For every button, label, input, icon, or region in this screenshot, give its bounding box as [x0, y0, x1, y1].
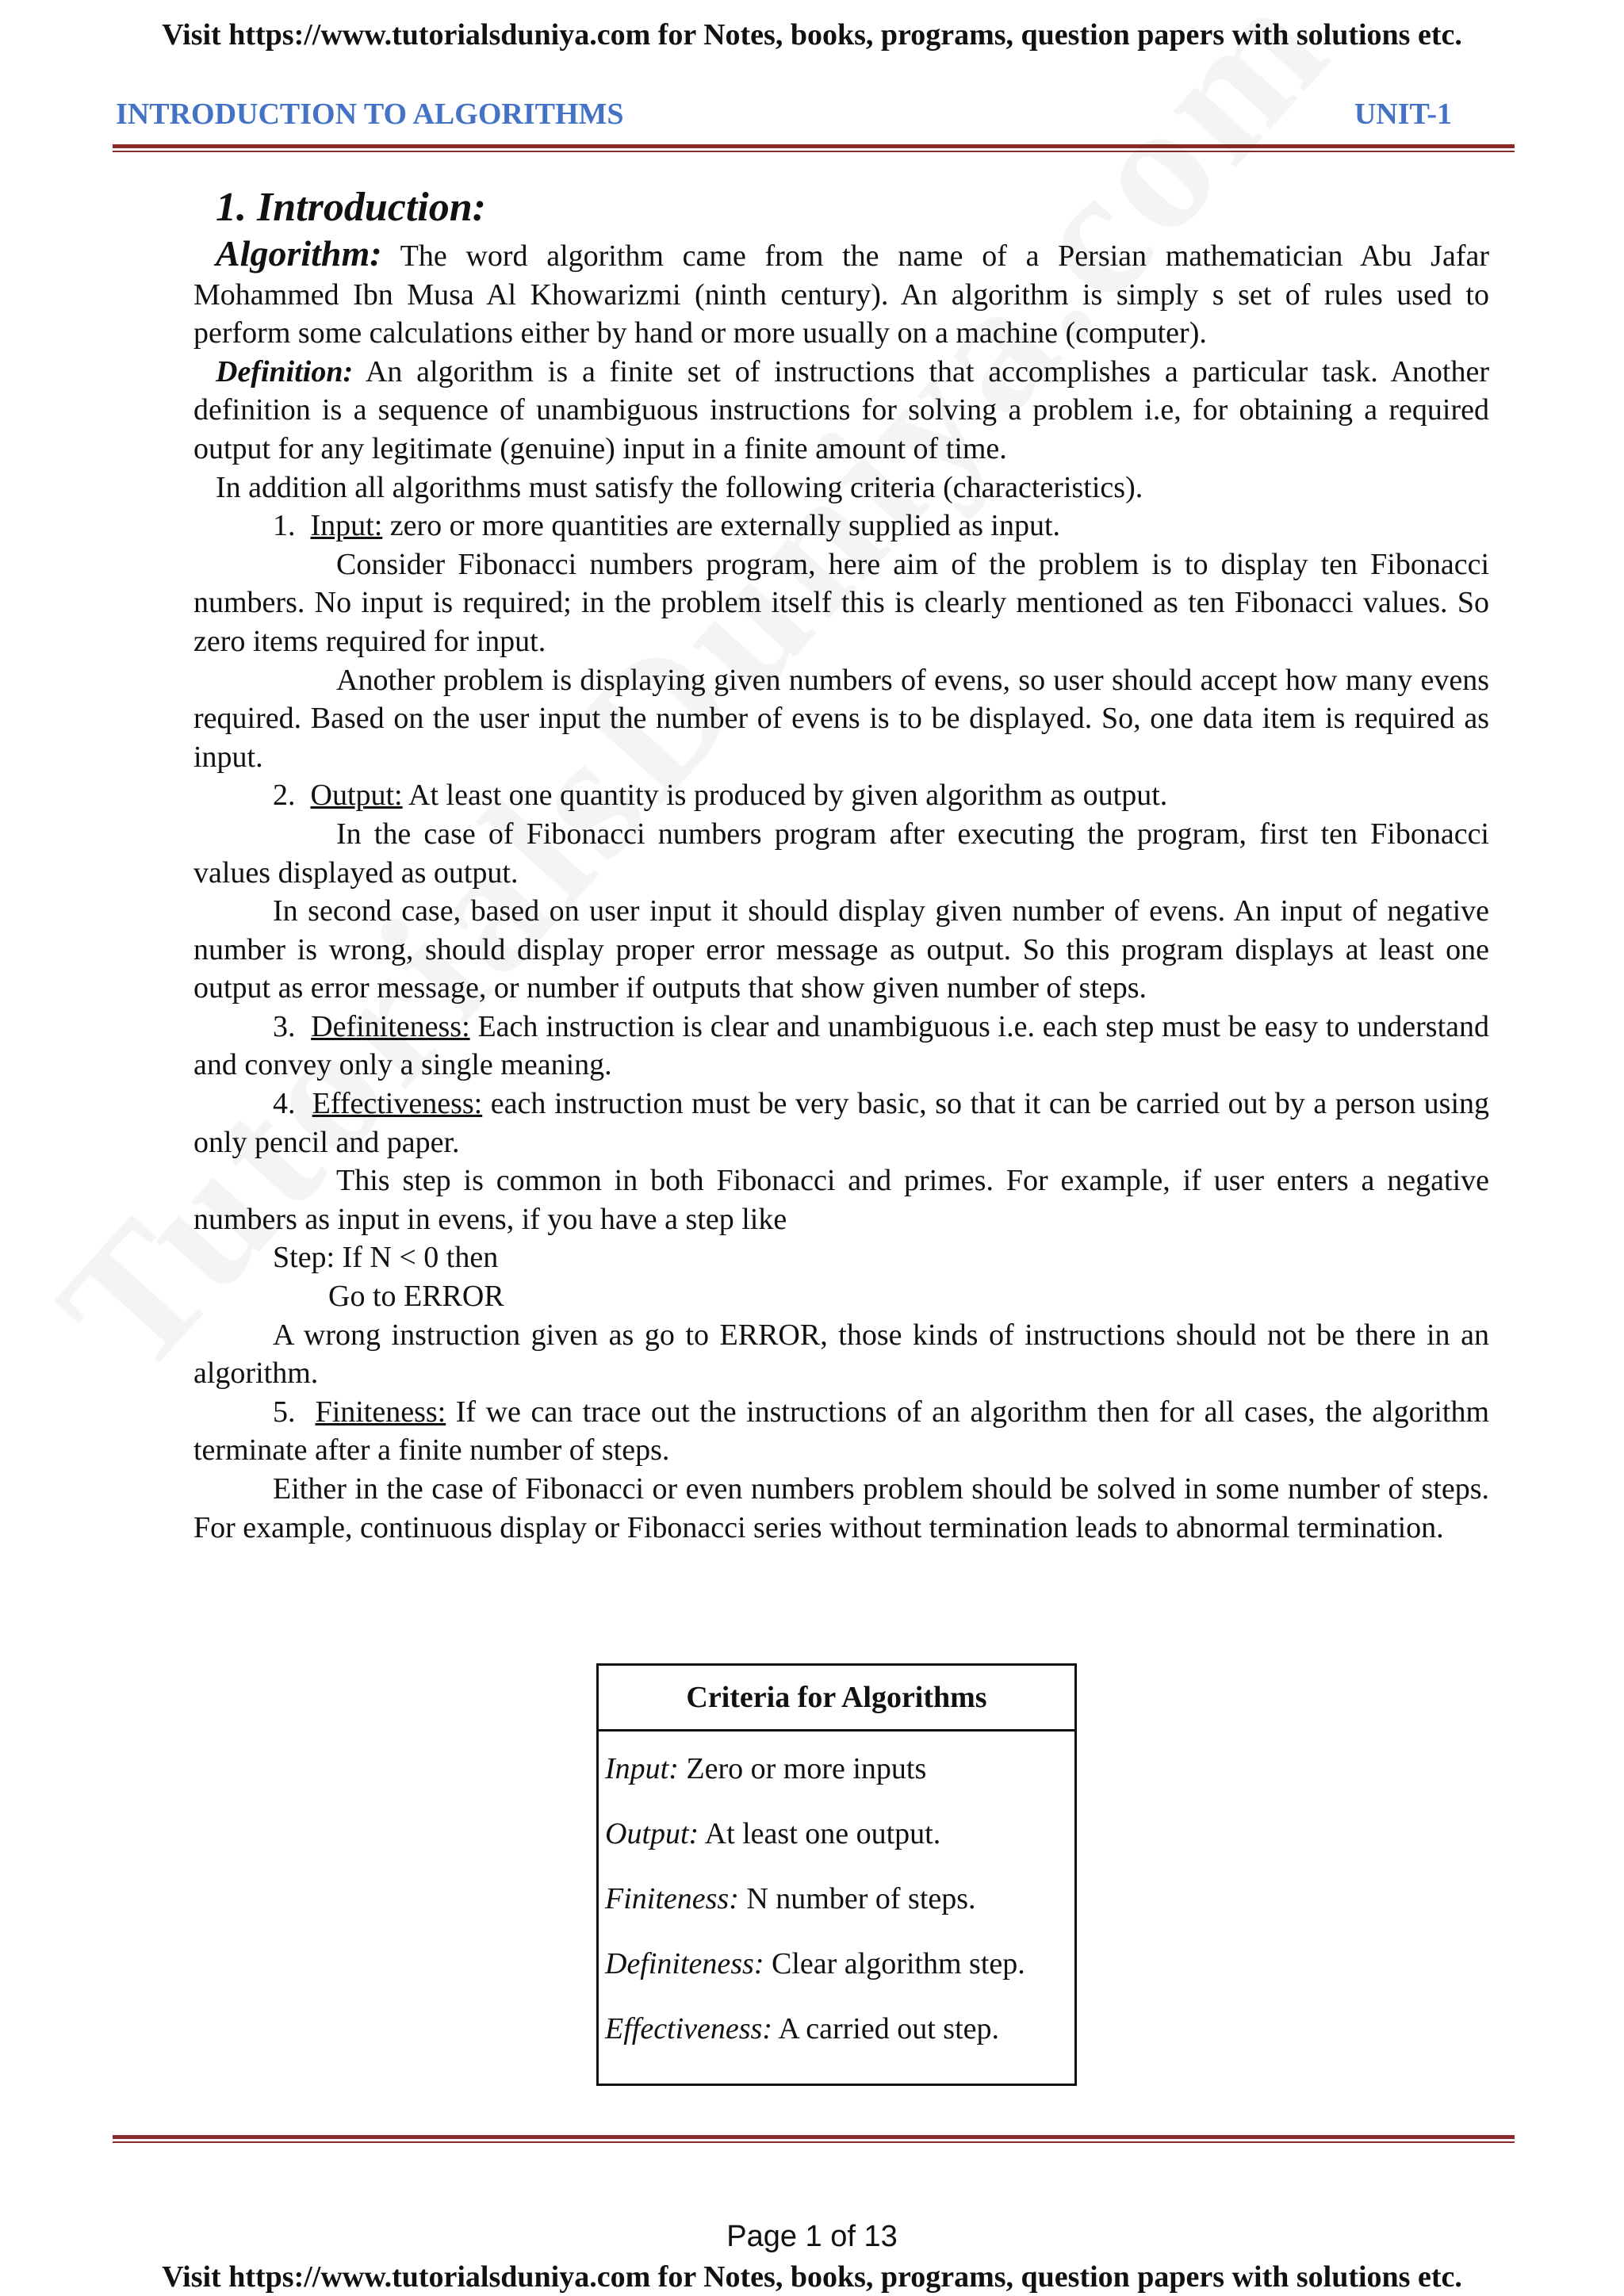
footer-rule	[113, 2135, 1515, 2143]
list-label: Finiteness:	[315, 1395, 446, 1429]
criteria-value: N number of steps.	[738, 1882, 976, 1915]
criteria-table	[596, 1663, 1077, 2086]
algorithm-paragraph	[193, 235, 1489, 353]
list-item-output	[193, 776, 1489, 815]
site-banner-top: Visit https://www.tutorialsduniya.com for Notes, books, programs, question papers with solutions etc.	[162, 18, 1462, 52]
list-text: Each instruction is clear and unambiguous i.e. each step must be easy to understand and convey only a single meaning.	[193, 1009, 1490, 1082]
list-item-input	[193, 507, 1489, 545]
list-number: 2.	[273, 779, 296, 813]
list-number: 1.	[273, 509, 296, 543]
list-label: Definiteness:	[311, 1009, 470, 1043]
step-line-2: Go to ERROR	[328, 1280, 504, 1314]
list-text: At least one quantity is produced by given algorithm as output.	[402, 779, 1168, 813]
list-item-definiteness	[193, 1008, 1489, 1085]
input-paragraph-1: Consider Fibonacci numbers program, here aim of the problem is to display ten Fibonacci numbers. No input is required; in the problem itself this is clearly mentioned as ten Fibonacci values. So zero items required for input.	[193, 547, 1489, 658]
list-number: 4.	[273, 1087, 296, 1121]
criteria-value: Clear algorithm step.	[764, 1947, 1025, 1980]
list-label: Input:	[310, 509, 383, 543]
list-text: If we can trace out the instructions of an algorithm then for all cases, the algorithm terminate after a finite number of steps.	[193, 1395, 1489, 1468]
input-paragraph-2: Another problem is displaying given numbers of evens, so user should accept how many evens required. Based on the user input the number of evens is to be displayed. So, one data item is required as input.	[193, 663, 1489, 774]
algorithm-text: The word algorithm came from the name of a Persian mathematician Abu Jafar Mohammed Ibn Musa Al Khowarizmi (ninth century). An algorithm is simply s set of rules used to perform some calculations either by hand or more usually on a machine (computer).	[193, 239, 1489, 350]
criteria-value: A carried out step.	[772, 2012, 999, 2045]
effectiveness-paragraph-2: A wrong instruction given as go to ERROR, those kinds of instructions should not be there in an algorithm.	[193, 1318, 1489, 1391]
list-number: 3.	[273, 1009, 296, 1043]
definition-paragraph	[193, 353, 1489, 469]
definition-text: An algorithm is a finite set of instructions that accomplishes a particular task. Another definition is a sequence of unambiguous instructions for solving a problem i.e, for obtaining a required output for any legitimate (genuine) input in a finite amount of time.	[193, 354, 1489, 465]
criteria-intro: In addition all algorithms must satisfy the following criteria (characteristics).	[216, 470, 1143, 504]
finiteness-paragraph-1: Either in the case of Fibonacci or even numbers problem should be solved in some number of steps. For example, continuous display or Fibonacci series without termination leads to abnormal termination.	[193, 1472, 1489, 1544]
step-line-1: Step: If N < 0 then	[273, 1241, 499, 1275]
header-unit: UNIT-1	[1354, 98, 1452, 131]
list-text: each instruction must be very basic, so that it can be carried out by a person using only pencil and paper.	[193, 1087, 1489, 1159]
document-body	[193, 182, 1489, 1547]
criteria-key: Finiteness:	[605, 1882, 739, 1915]
criteria-value: At least one output.	[699, 1817, 941, 1850]
criteria-row-finiteness	[605, 1873, 1068, 1938]
criteria-key: Output:	[605, 1817, 699, 1850]
list-number: 5.	[273, 1395, 296, 1429]
criteria-key: Input:	[605, 1752, 679, 1785]
definition-term: Definition:	[216, 354, 354, 388]
output-paragraph-1: In the case of Fibonacci numbers program after executing the program, first ten Fibonacci values displayed as output.	[193, 817, 1489, 890]
list-item-effectiveness	[193, 1085, 1489, 1161]
criteria-row-output	[605, 1808, 1068, 1873]
list-label: Output:	[310, 779, 403, 813]
section-title: 1. Introduction:	[216, 185, 486, 230]
page-number: Page 1 of 13	[726, 2220, 898, 2253]
criteria-key: Effectiveness:	[605, 2012, 773, 2045]
algorithm-term: Algorithm:	[216, 233, 382, 274]
list-item-finiteness	[193, 1393, 1489, 1470]
output-paragraph-2: In second case, based on user input it should display given number of evens. An input of negative number is wrong, should display proper error message as output. So this program displays at least one output as error message, or number if outputs that show given number of steps.	[193, 894, 1489, 1005]
criteria-table-title: Criteria for Algorithms	[599, 1666, 1074, 1732]
header-title: INTRODUCTION TO ALGORITHMS	[116, 98, 624, 131]
criteria-value: Zero or more inputs	[678, 1752, 927, 1785]
criteria-row-effectiveness	[605, 2003, 1068, 2068]
effectiveness-paragraph-1: This step is common in both Fibonacci and primes. For example, if user enters a negative numbers as input in evens, if you have a step like	[193, 1164, 1489, 1236]
list-text: zero or more quantities are externally supplied as input.	[382, 509, 1061, 543]
list-label: Effectiveness:	[312, 1087, 483, 1121]
site-banner-bottom: Visit https://www.tutorialsduniya.com for Notes, books, programs, question papers with solutions etc.	[162, 2260, 1462, 2294]
criteria-key: Definiteness:	[605, 1947, 764, 1980]
criteria-row-input	[605, 1743, 1068, 1808]
criteria-row-definiteness	[605, 1938, 1068, 2003]
